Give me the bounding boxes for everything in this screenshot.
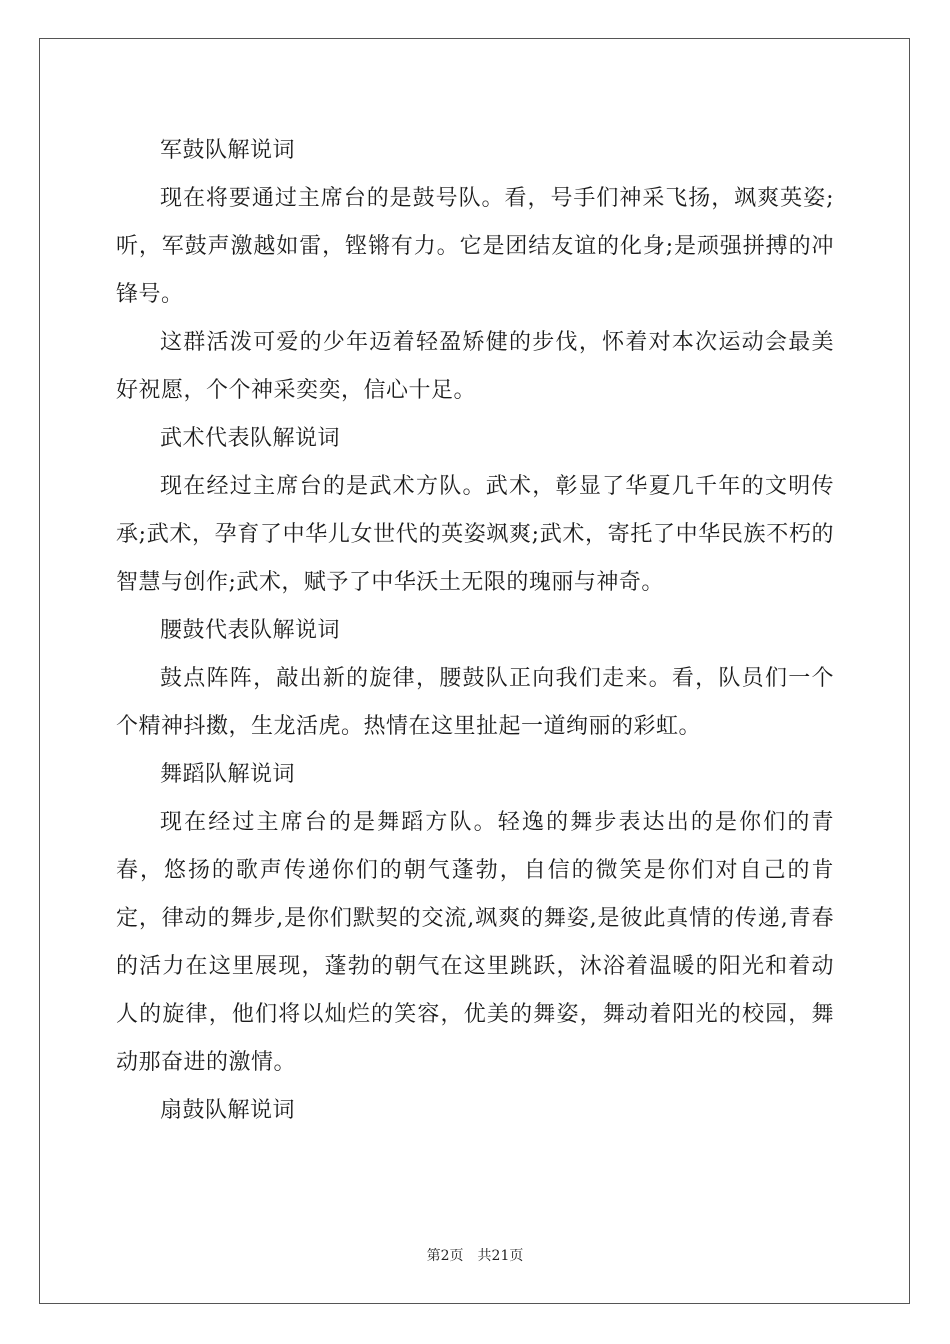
paragraph-drum-corps-2: 这群活泼可爱的少年迈着轻盈矫健的步伐，怀着对本次运动会最美好祝愿，个个神采奕奕，信心十足。 bbox=[116, 330, 834, 403]
section-heading-martial-arts: 武术代表队解说词 bbox=[160, 426, 341, 451]
paragraph-drum-corps-1: 现在将要通过主席台的是鼓号队。看，号手们神采飞扬，飒爽英姿;听，军鼓声激越如雷，铿锵有力。它是团结友谊的化身;是顽强拼搏的冲锋号。 bbox=[116, 186, 834, 307]
paragraph-martial-arts-1: 现在经过主席台的是武术方队。武术，彰显了华夏几千年的文明传承;武术，孕育了中华儿女世代的英姿飒爽;武术，寄托了中华民族不朽的智慧与创作;武术，赋予了中华沃土无限的瑰丽与神奇。 bbox=[116, 474, 834, 595]
section-heading-drum-corps: 军鼓队解说词 bbox=[160, 138, 296, 163]
total-pages: 共21页 bbox=[477, 1248, 524, 1264]
section-heading-dance: 舞蹈队解说词 bbox=[160, 762, 296, 787]
document-body bbox=[116, 127, 834, 1135]
paragraph-dance-1: 现在经过主席台的是舞蹈方队。轻逸的舞步表达出的是你们的青春，悠扬的歌声传递你们的朝气蓬勃，自信的微笑是你们对自己的肯定，律动的舞步,是你们默契的交流,飒爽的舞姿,是彼此真情的传递,青春的活力在这里展现，蓬勃的朝气在这里跳跃，沐浴着温暖的阳光和着动人的旋律，他们将以灿烂的笑容，优美的舞姿，舞动着阳光的校园，舞动那奋进的激情。 bbox=[116, 810, 834, 1075]
section-heading-waist-drum: 腰鼓代表队解说词 bbox=[160, 618, 341, 643]
page-footer bbox=[0, 1246, 950, 1266]
current-page-number: 第2页 bbox=[426, 1248, 464, 1264]
paragraph-waist-drum-1: 鼓点阵阵，敲出新的旋律，腰鼓队正向我们走来。看，队员们一个个精神抖擞，生龙活虎。热情在这里扯起一道绚丽的彩虹。 bbox=[116, 666, 834, 739]
section-heading-fan-drum: 扇鼓队解说词 bbox=[160, 1098, 296, 1123]
